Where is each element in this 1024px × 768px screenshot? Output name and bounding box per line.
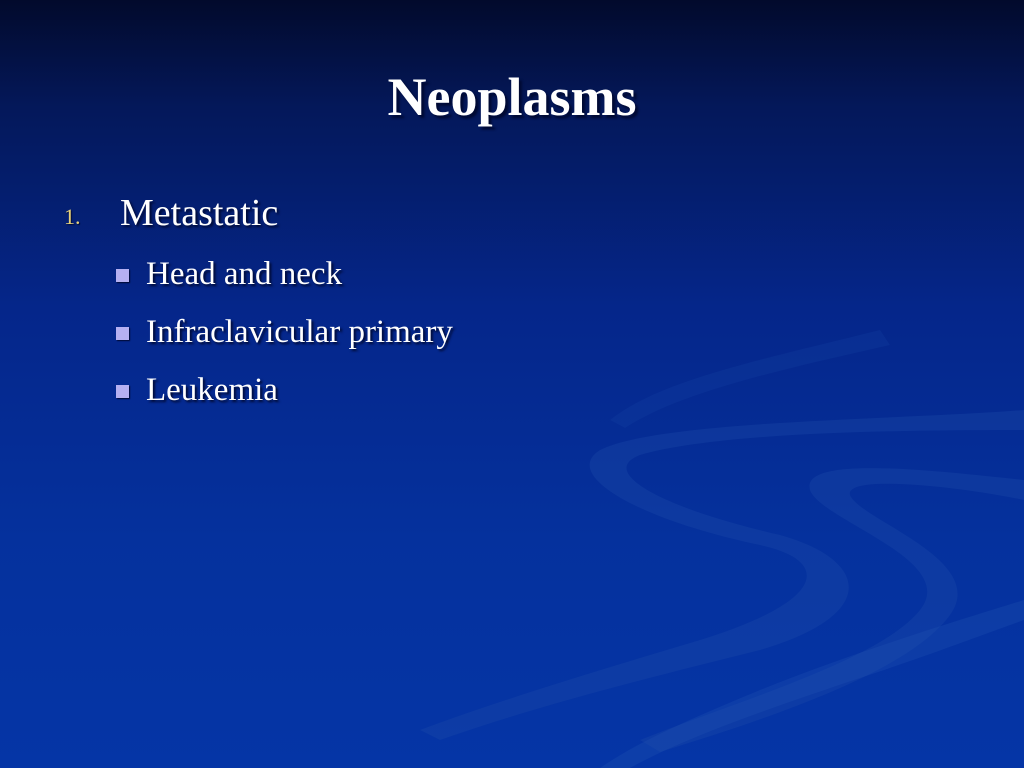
numbered-list-item	[64, 190, 664, 240]
bullet-item-text: Head and neck	[146, 256, 343, 292]
bullet-item-text: Leukemia	[146, 372, 278, 408]
list-item-number: 1.	[64, 204, 81, 229]
square-bullet-icon	[116, 269, 129, 282]
list-item-label: Metastatic	[120, 192, 279, 234]
square-bullet-icon	[116, 327, 129, 340]
bullet-item-text: Infraclavicular primary	[146, 314, 453, 350]
bullet-list	[116, 252, 716, 426]
bullet-item	[116, 368, 716, 426]
square-bullet-icon	[116, 385, 129, 398]
slide-title: Neoplasms	[387, 67, 637, 127]
bullet-item	[116, 252, 716, 310]
bullet-item	[116, 310, 716, 368]
